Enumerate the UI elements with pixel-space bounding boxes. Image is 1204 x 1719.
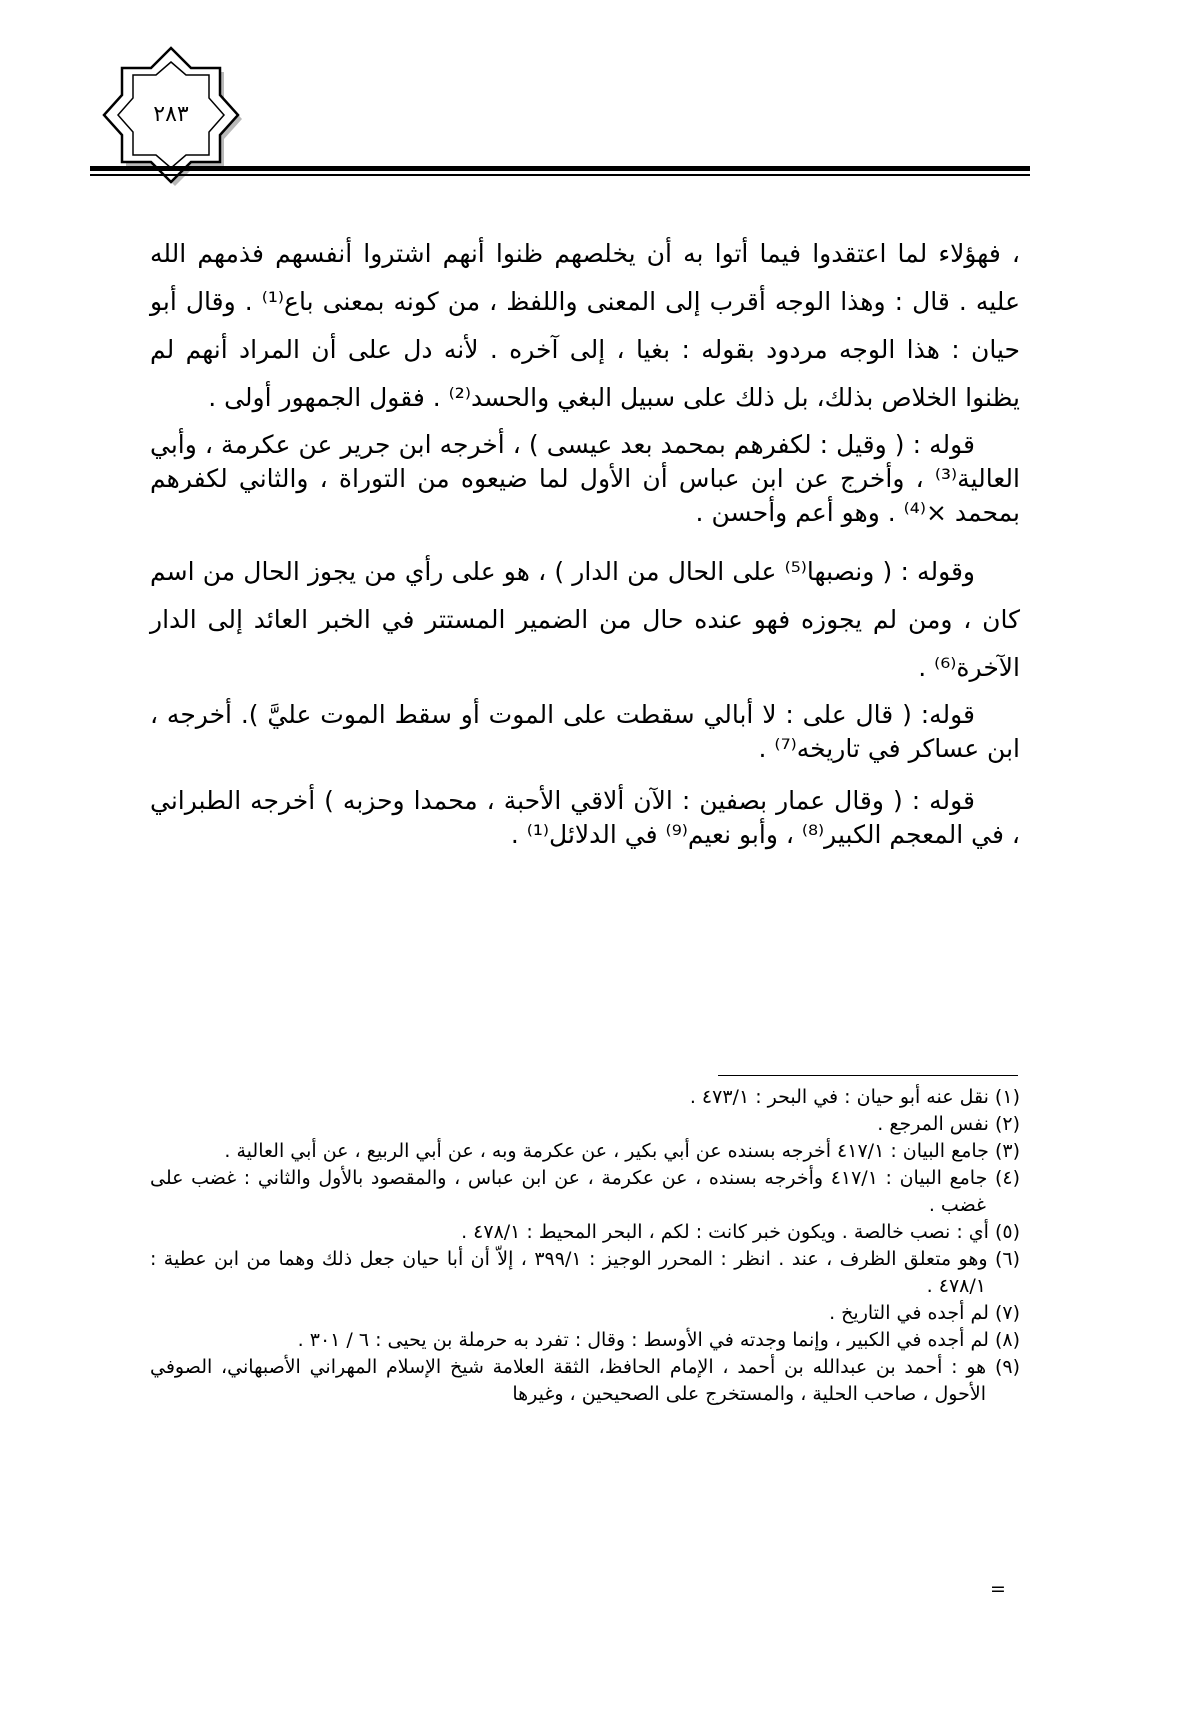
header-rule-thin — [90, 174, 1030, 176]
paragraph-2: قوله : ( وقيل : لكفرهم بمحمد بعد عيسى ) ، أخرجه ابن جرير عن عكرمة ، وأبي العالية⁽³⁾ ، وأخرج عن ابن عباس أن الأول لما ضيعوه من التوراة ، والثاني لكفرهم بمحمد ×⁽⁴⁾ . وهو أعم وأحسن . — [150, 430, 1020, 527]
page-number: ٢٨٣ — [153, 102, 189, 127]
footnote-1: (١) نقل عنه أبو حيان : في البحر : ٤٧٣/١ . — [689, 1086, 1020, 1108]
continuation-mark: = — [990, 1578, 1006, 1600]
footnotes — [150, 1084, 1020, 1408]
paragraph-3: وقوله : ( ونصبها⁽⁵⁾ على الحال من الدار ) ، هو على رأي من يجوز الحال من اسم كان ، ومن لم يجوزه فهو عنده حال من الضمير المستتر في الخبر العائد إلى الدار الآخرة⁽⁶⁾ . — [150, 557, 1020, 682]
main-text — [150, 230, 1020, 870]
footnote-2: (٢) نفس المرجع . — [877, 1113, 1020, 1135]
footnote-4: (٤) جامع البيان : ٤١٧/١ وأخرجه بسنده ، عن عكرمة ، عن ابن عباس ، والمقصود بالأول والثاني : غضب على غضب . — [150, 1167, 1021, 1216]
footnote-9: (٩) هو : أحمد بن عبدالله بن أحمد ، الإمام الحافظ، الثقة العلامة شيخ الإسلام المهراني الأصبهاني، الصوفي الأحول ، صاحب الحلية ، والمستخرج على الصحيحين ، وغيرها — [150, 1356, 1020, 1405]
header-rule-thick — [90, 166, 1030, 171]
footnote-7: (٧) لم أجده في التاريخ . — [829, 1302, 1020, 1324]
footnote-separator — [718, 1075, 1018, 1076]
paragraph-5: قوله : ( وقال عمار بصفين : الآن ألاقي الأحبة ، محمدا وحزبه ) أخرجه الطبراني ، في المعجم الكبير⁽⁸⁾ ، وأبو نعيم⁽⁹⁾ في الدلائل⁽¹⁾ . — [150, 786, 1020, 849]
footnote-3: (٣) جامع البيان : ٤١٧/١ أخرجه بسنده عن أبي بكير ، عن عكرمة وبه ، عن أبي الربيع ، عن أبي العالية . — [224, 1140, 1020, 1162]
footnote-8: (٨) لم أجده في الكبير ، وإنما وجدته في الأوسط : وقال : تفرد به حرملة بن يحيى : ٦ / ٣٠١ . — [297, 1329, 1020, 1351]
paragraph-1: ، فهؤلاء لما اعتقدوا فيما أتوا به أن يخلصهم ظنوا أنهم اشتروا أنفسهم فذمهم الله عليه . قال : وهذا الوجه أقرب إلى المعنى واللفظ ، من كونه بمعنى باع⁽¹⁾ . وقال أبو حيان : هذا الوجه مردود بقوله : بغيا ، إلى آخره . لأنه دل على أن المراد أنهم لم يظنوا الخلاص بذلك، بل ذلك على سبيل البغي والحسد⁽²⁾ . فقول الجمهور أولى . — [150, 239, 1020, 412]
footnote-6: (٦) وهو متعلق الظرف ، عند . انظر : المحرر الوجيز : ٣٩٩/١ ، إلاّ أن أبا حيان جعل ذلك وهما من ابن عطية : ٤٧٨/١ . — [150, 1248, 1020, 1297]
paragraph-4: قوله: ( قال على : لا أبالي سقطت على الموت أو سقط الموت عليَّ ). أخرجه ، ابن عساكر في تاريخه⁽⁷⁾ . — [150, 700, 1020, 763]
footnote-5: (٥) أي : نصب خالصة . ويكون خبر كانت : لكم ، البحر المحيط : ٤٧٨/١ . — [461, 1221, 1020, 1243]
